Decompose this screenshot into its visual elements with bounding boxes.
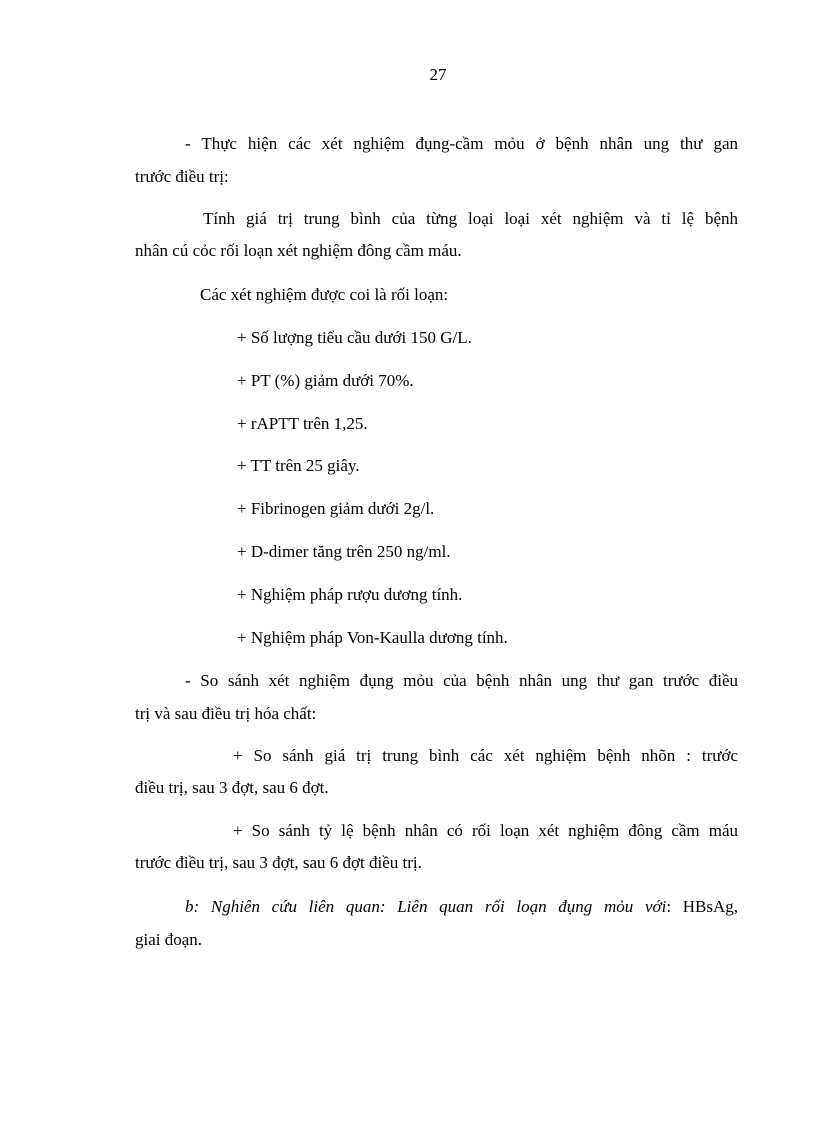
paragraph-5-line-1: + So sánh giá trị trung bình các xét nghiệm bệnh nhõn : trước: [233, 746, 738, 765]
paragraph-7-rest: : HBsAg,: [666, 897, 738, 916]
paragraph-4-line-1: - So sánh xét nghiệm đụng mỏu của bệnh nhân ung thư gan trước điều: [185, 671, 738, 690]
paragraph-6-line-2: trước điều trị, sau 3 đợt, sau 6 đợt điều trị.: [135, 853, 422, 872]
criteria-intro: Các xét nghiệm được coi là rối loạn:: [200, 285, 449, 304]
criteria-item-von-kaulla: + Nghiệm pháp Von-Kaulla dương tính.: [237, 628, 508, 647]
paragraph-1-line-1: - Thực hiện các xét nghiệm đụng-cầm mỏu ở bệnh nhân ung thư gan: [185, 134, 738, 153]
paragraph-6-line-1: + So sánh tỷ lệ bệnh nhân có rối loạn xét nghiệm đông cầm máu: [233, 821, 738, 840]
paragraph-1-line-2: trước điều trị:: [135, 167, 229, 186]
paragraph-7-italic: b: Nghiên cứu liên quan: Liên quan rối loạn đụng mỏu với: [185, 897, 667, 916]
paragraph-7-line-1: [185, 896, 738, 918]
criteria-item-fibrinogen: + Fibrinogen giảm dưới 2g/l.: [237, 499, 435, 518]
criteria-item-raptt: + rAPTT trên 1,25.: [237, 414, 368, 433]
paragraph-4-line-2: trị và sau điều trị hóa chất:: [135, 704, 317, 723]
criteria-item-d-dimer: + D-dimer tăng trên 250 ng/ml.: [237, 542, 451, 561]
paragraph-7-line-2: giai đoạn.: [135, 930, 203, 949]
paragraph-2-line-1: Tính giá trị trung bình của từng loại loại xét nghiệm và tỉ lệ bệnh: [203, 209, 738, 228]
criteria-item-platelets: + Số lượng tiểu cầu dưới 150 G/L.: [237, 328, 472, 347]
paragraph-2-line-2: nhân cú cỏc rối loạn xét nghiệm đông cầm máu.: [135, 241, 462, 260]
criteria-item-ethanol-test: + Nghiệm pháp rượu dương tính.: [237, 585, 463, 604]
criteria-item-pt: + PT (%) giảm dưới 70%.: [237, 371, 414, 390]
criteria-item-tt: + TT trên 25 giây.: [237, 456, 360, 475]
page-number: 27: [429, 65, 447, 84]
paragraph-5-line-2: điều trị, sau 3 đợt, sau 6 đợt.: [135, 778, 329, 797]
